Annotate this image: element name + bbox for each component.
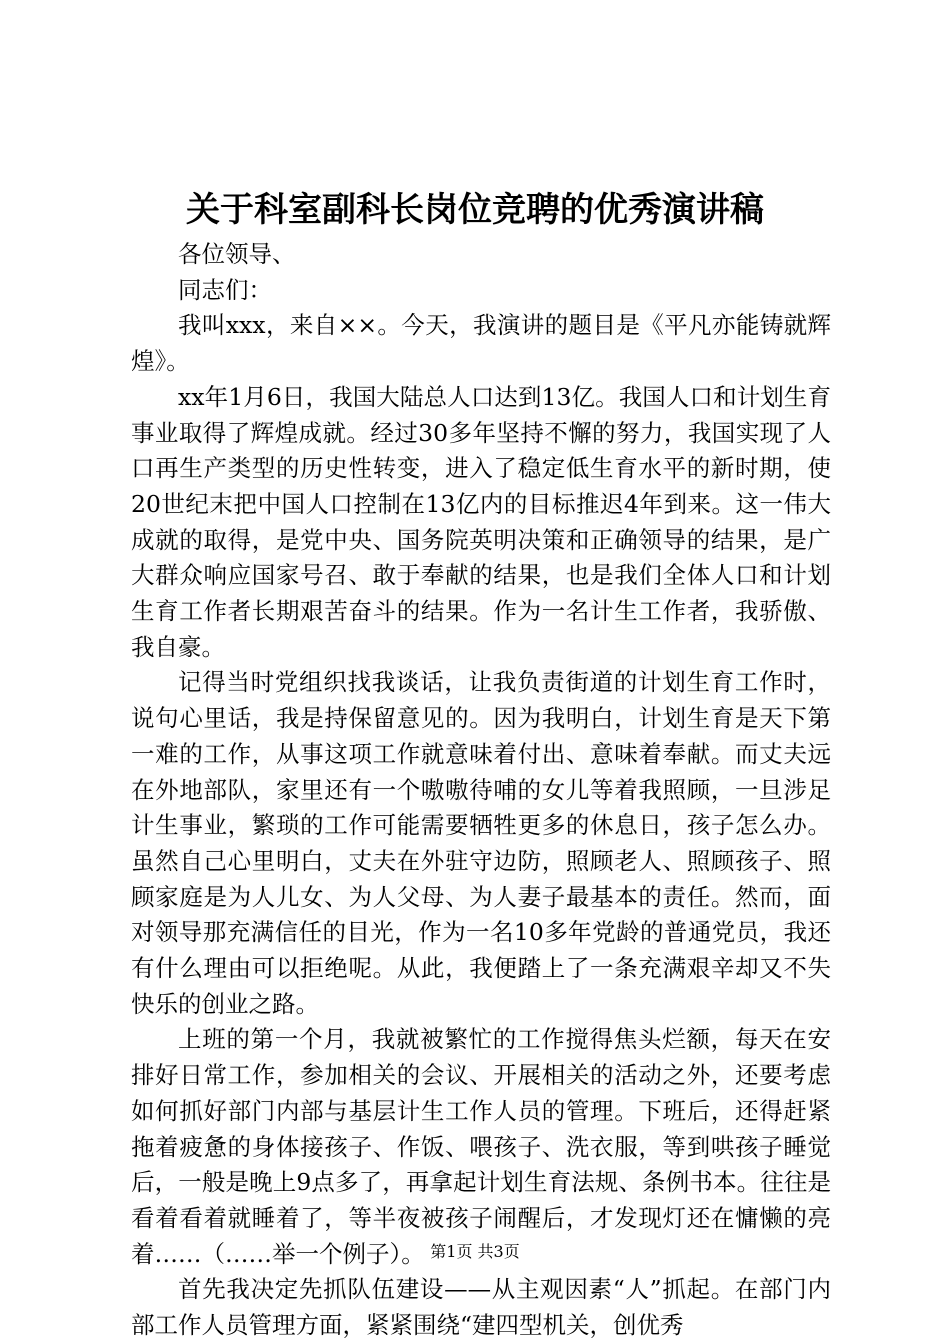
document-body	[131, 237, 831, 1344]
body-paragraph: 我叫xxx，来自××。今天，我演讲的题目是《平凡亦能铸就辉煌》。	[131, 311, 831, 376]
page-footer: 第1页 共3页	[430, 1242, 520, 1261]
body-paragraph: 记得当时党组织找我谈话，让我负责街道的计划生育工作时，说句心里话，我是持保留意见的。因为我明白，计划生育是天下第一难的工作，从事这项工作就意味着付出、意味着奉献。而丈夫远在外地部队，家里还有一个嗷嗷待哺的女儿等着我照顾，一旦涉足计生事业，繁琐的工作可能需要牺牲更多的休息日，孩子怎么办。虽然自己心里明白，丈夫在外驻守边防，照顾老人、照顾孩子、照顾家庭是为人儿女、为人父母、为人妻子最基本的责任。然而，面对领导那充满信任的目光，作为一名10多年党龄的普通党员，我还有什么理由可以拒绝呢。从此，我便踏上了一条充满艰辛却又不失快乐的创业之路。	[131, 668, 831, 1018]
document-title: 关于科室副科长岗位竞聘的优秀演讲稿	[186, 190, 764, 230]
salutation-line: 同志们：	[178, 275, 272, 304]
body-paragraph: xx年1月6日，我国大陆总人口达到13亿。我国人口和计划生育事业取得了辉煌成就。经过30多年坚持不懈的努力，我国实现了人口再生产类型的历史性转变，进入了稳定低生育水平的新时期，使20世纪末把中国人口控制在13亿内的目标推迟4年到来。这一伟大成就的取得，是党中央、国务院英明决策和正确领导的结果，是广大群众响应国家号召、敢于奉献的结果，也是我们全体人口和计划生育工作者长期艰苦奋斗的结果。作为一名计生工作者，我骄傲、我自豪。	[131, 382, 831, 661]
body-paragraph: 首先我决定先抓队伍建设——从主观因素“人”抓起。在部门内部工作人员管理方面，紧紧围绕“建四型机关，创优秀	[131, 1275, 831, 1340]
salutation-line: 各位领导、	[178, 240, 296, 268]
body-paragraph: 上班的第一个月，我就被繁忙的工作搅得焦头烂额，每天在安排好日常工作，参加相关的会议、开展相关的活动之外，还要考虑如何抓好部门内部与基层计生工作人员的管理。下班后，还得赶紧拖着疲惫的身体接孩子、作饭、喂孩子、洗衣服，等到哄孩子睡觉后，一般是晚上9点多了，再拿起计划生育法规、条例书本。往往是看着看着就睡着了，等半夜被孩子闹醒后，才发现灯还在慵懒的亮着……（……举一个例子）。	[131, 1025, 831, 1268]
